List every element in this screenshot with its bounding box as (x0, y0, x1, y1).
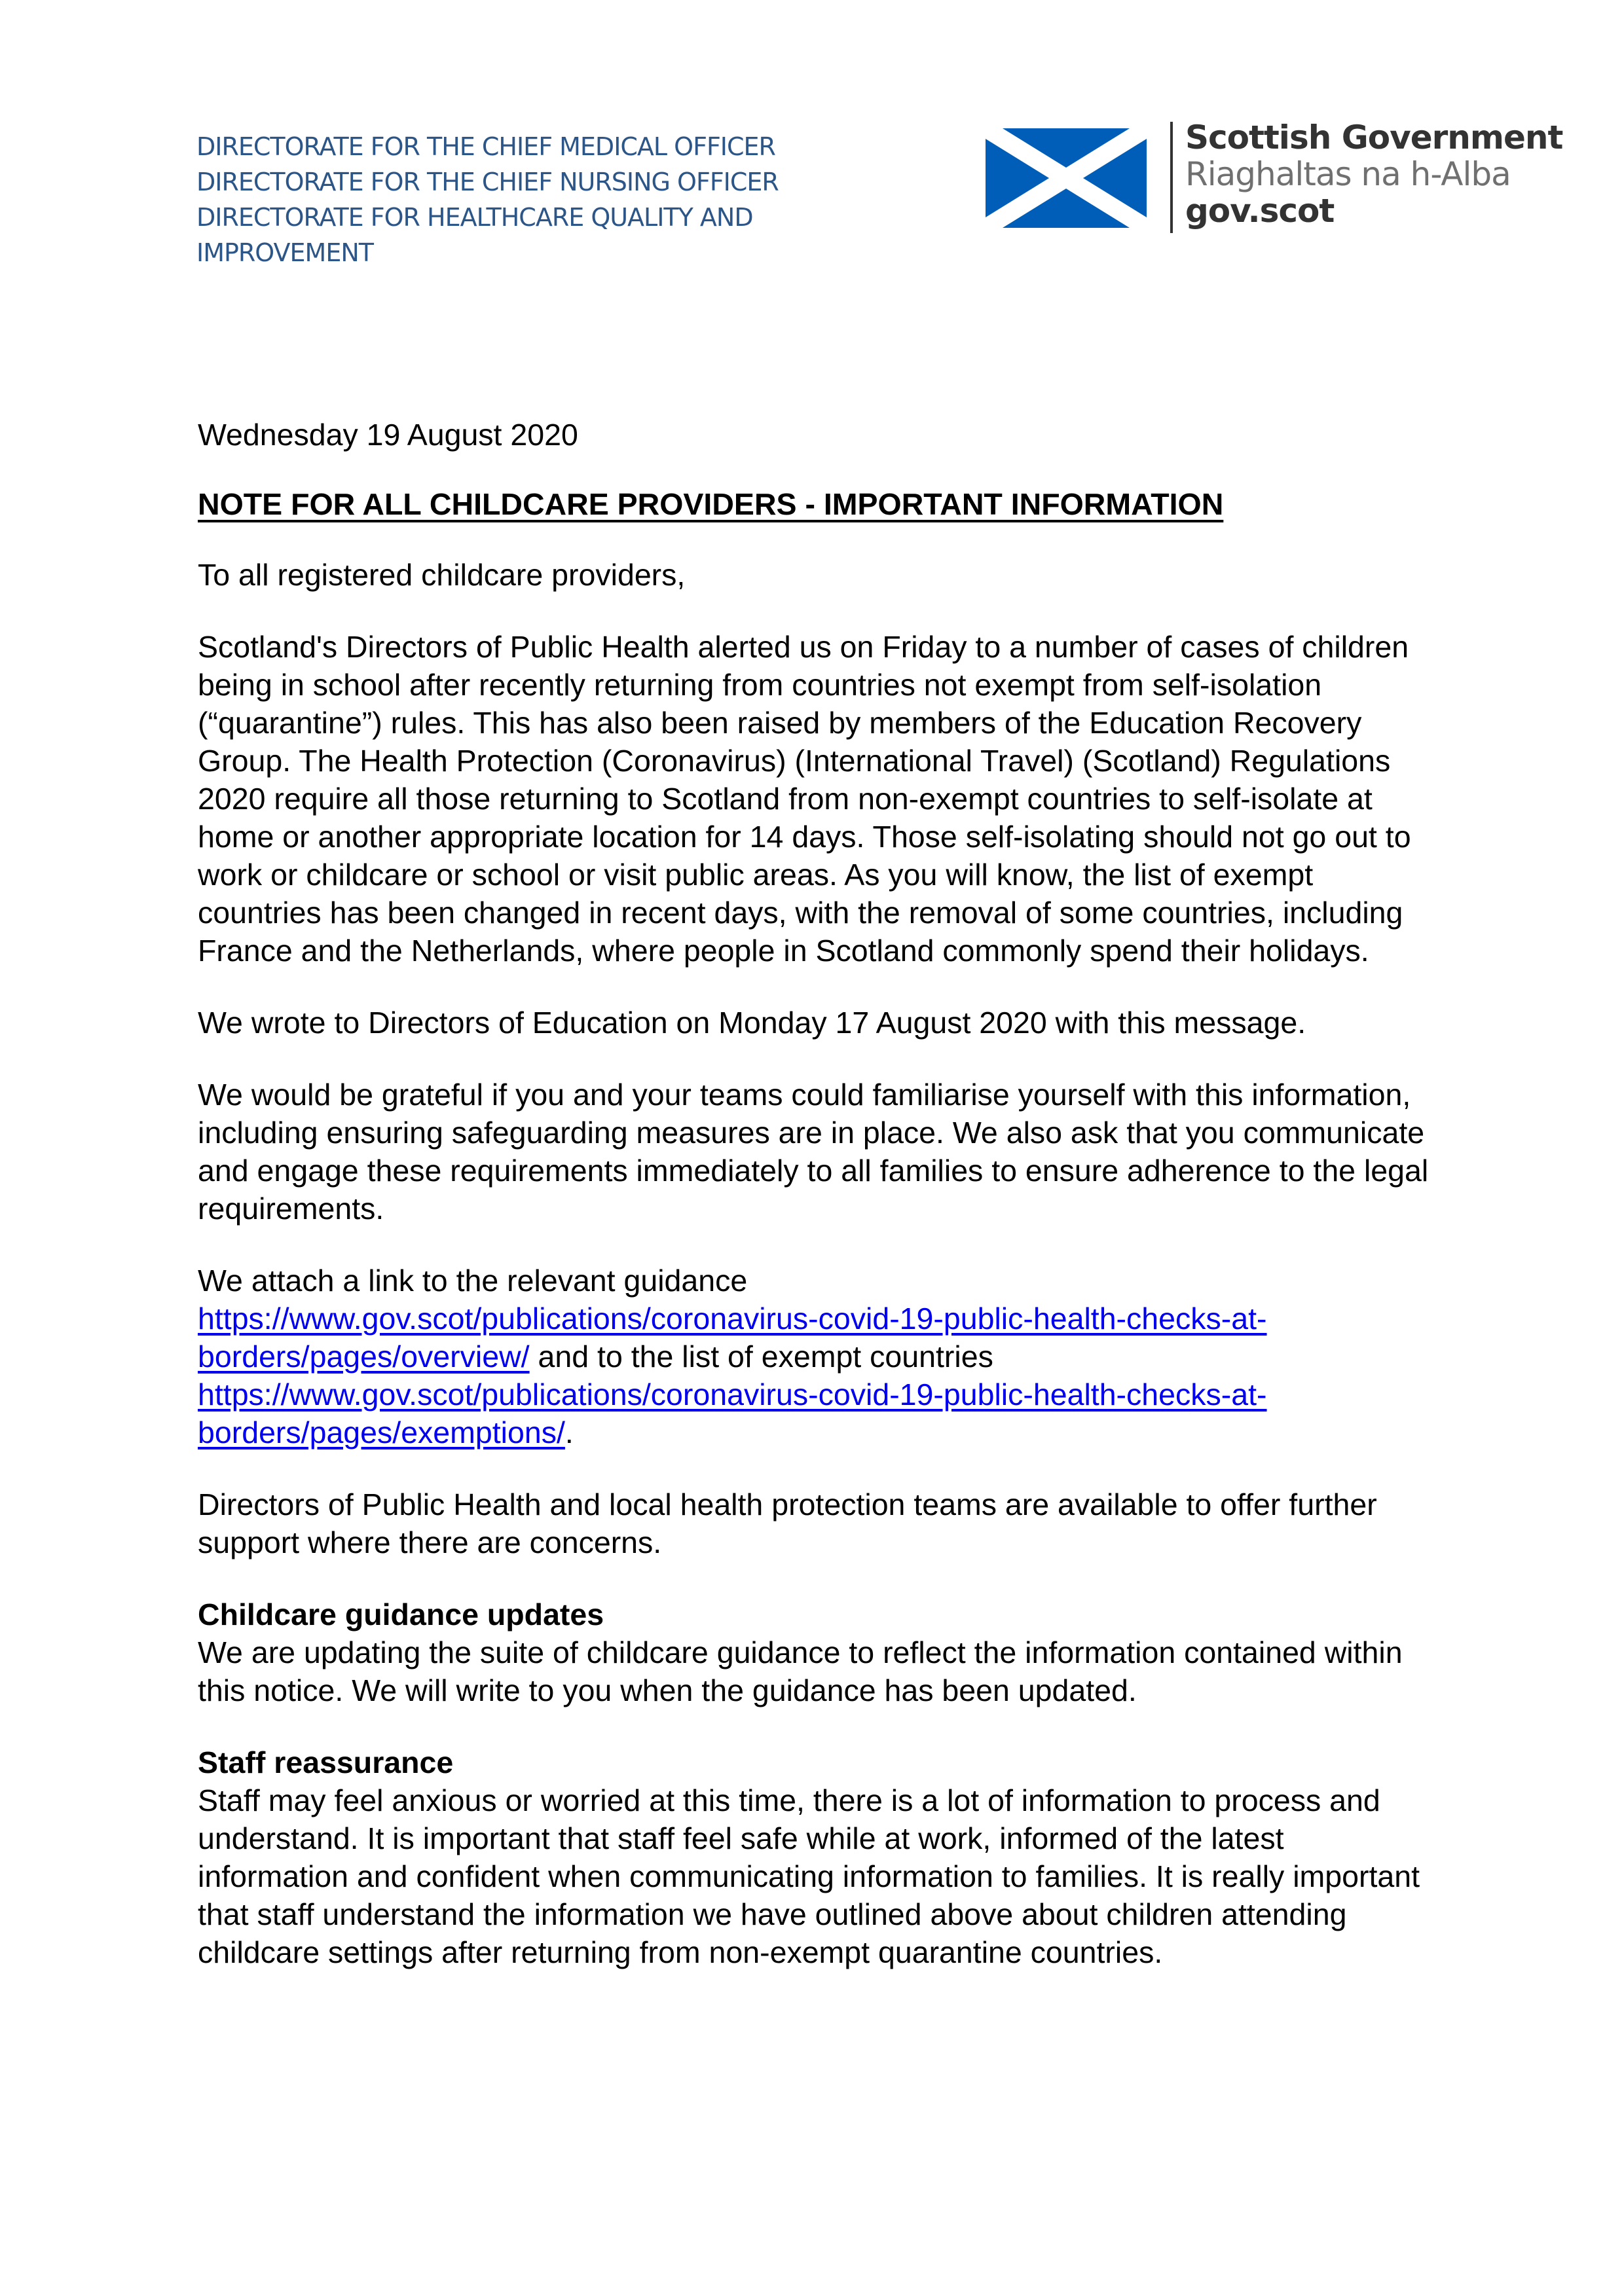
logo-name-gaelic: Riaghaltas na h-Alba (1185, 155, 1511, 193)
scottish-government-logo (986, 118, 1563, 233)
section-heading-staff-reassurance: Staff reassurance (198, 1745, 454, 1779)
saltire-flag-icon (986, 128, 1147, 228)
letter-title: NOTE FOR ALL CHILDCARE PROVIDERS - IMPORTANT INFORMATION (198, 487, 1224, 521)
letter-date: Wednesday 19 August 2020 (198, 418, 578, 452)
section-heading-childcare-guidance: Childcare guidance updates (198, 1597, 604, 1631)
section-body-childcare-guidance: We are updating the suite of childcare guidance to reflect the information contained within this notice. We will write to you when the guidance has been updated. (198, 1635, 1403, 1707)
exemptions-link[interactable]: https://www.gov.scot/publications/coronavirus-covid-19-public-health-checks-at-borders/pages/exemptions/ (198, 1377, 1267, 1449)
section-body-staff-reassurance: Staff may feel anxious or worried at this time, there is a lot of information to process and understand. It is important that staff feel safe while at work, informed of the latest information and confident when communicating information to families. It is really important that staff understand the information we have outlined above about children attending childcare settings after returning from non-exempt quarantine countries. (198, 1783, 1420, 1969)
paragraph-support: Directors of Public Health and local health protection teams are available to offer further support where there are concerns. (198, 1487, 1377, 1559)
logo-wordmark (1185, 119, 1562, 229)
letter-greeting: To all registered childcare providers, (198, 558, 686, 592)
letter-body (198, 416, 1442, 2005)
paragraph-request: We would be grateful if you and your teams could familiarise yourself with this information, including ensuring safeguarding measures are in place. We also ask that you communicate and engage these requirements immediately to all families to ensure adherence to the legal requirements. (198, 1078, 1429, 1226)
logo-divider (1170, 122, 1173, 233)
directorates-header (196, 129, 884, 270)
paragraph-directors-education: We wrote to Directors of Education on Monday 17 August 2020 with this message. (198, 1006, 1306, 1040)
directorate-line: IMPROVEMENT (196, 238, 373, 267)
links-end: . (564, 1415, 574, 1449)
logo-name-english: Scottish Government (1185, 118, 1563, 156)
directorate-line: DIRECTORATE FOR THE CHIEF NURSING OFFICER (196, 168, 779, 196)
directorate-line: DIRECTORATE FOR HEALTHCARE QUALITY AND (196, 203, 753, 232)
logo-site: gov.scot (1185, 192, 1335, 230)
links-middle: and to the list of exempt countries (529, 1339, 993, 1374)
guidance-overview-link[interactable]: https://www.gov.scot/publications/coronavirus-covid-19-public-health-checks-at-borders/pages/overview/ (198, 1302, 1267, 1374)
directorate-line: DIRECTORATE FOR THE CHIEF MEDICAL OFFICER (196, 132, 775, 161)
paragraph-alert: Scotland's Directors of Public Health alerted us on Friday to a number of cases of children being in school after recently returning from countries not exempt from self-isolation (“quarantine”) rules. This has also been raised by members of the Education Recovery Group. The Health Protection (Coronavirus) (International Travel) (Scotland) Regulations 2020 require all those returning to Scotland from non-exempt countries to self-isolate at home or another appropriate location for 14 days. Those self-isolating should not go out to work or childcare or school or visit public areas. As you will know, the list of exempt countries has been changed in recent days, with the removal of some countries, including France and the Netherlands, where people in Scotland commonly spend their holidays. (198, 630, 1411, 968)
paragraph-links (198, 1262, 1442, 1451)
links-intro: We attach a link to the relevant guidance (198, 1264, 748, 1298)
